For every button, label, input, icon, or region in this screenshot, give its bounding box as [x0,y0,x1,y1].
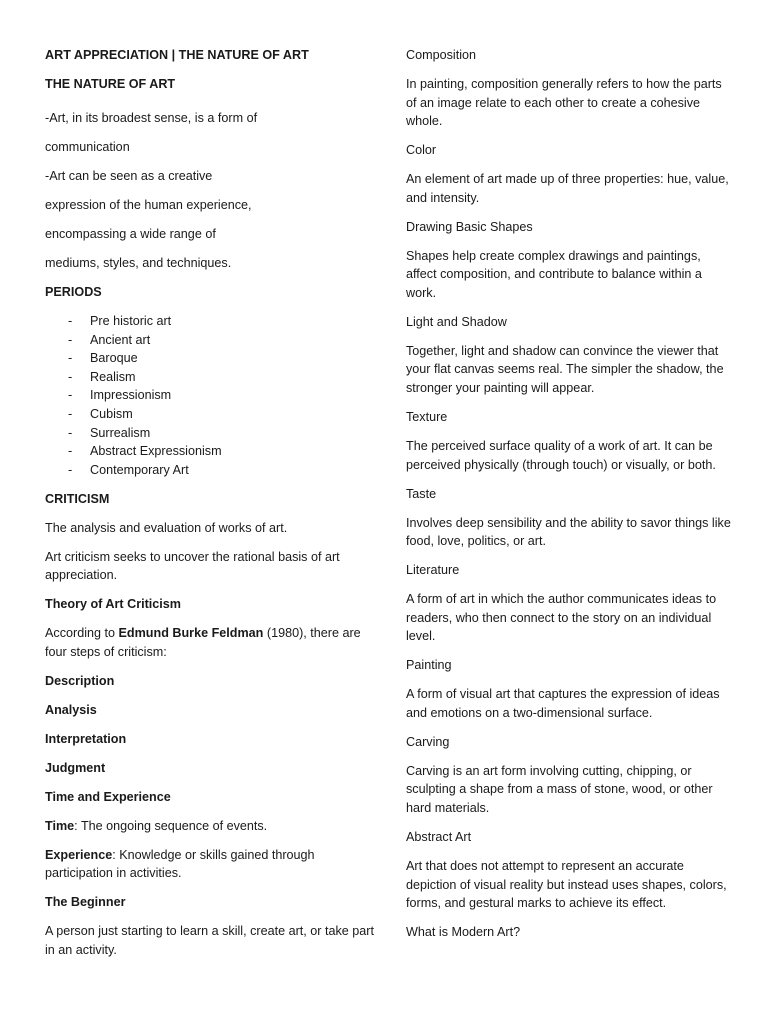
intro-line: communication [45,139,130,154]
author-name: Edmund Burke Feldman [118,626,264,641]
period-label: Contemporary Art [90,462,189,477]
term-definition: Together, light and shadow can convince the viewer that your flat canvas seems real. The simpler the shadow, the stronger your painting will appear. [406,343,724,396]
bullet-dash: - [68,313,73,328]
term-experience: Experience [45,847,113,862]
term-heading-light-and-shadow: Light and Shadow [406,314,507,329]
term-heading-literature: Literature [406,563,460,578]
period-label: Ancient art [90,332,151,347]
term-heading-painting: Painting [406,658,452,673]
term-definition: The perceived surface quality of a work of art. It can be perceived physically (through touch) or visually, or both. [406,439,716,472]
step-analysis: Analysis [45,702,97,717]
criticism-paragraph: Art criticism seeks to uncover the rational basis of art appreciation. [45,549,340,583]
step-description: Description [45,673,115,688]
step-judgment: Judgment [45,760,106,775]
section-heading-time-experience: Time and Experience [45,789,171,804]
bullet-dash: - [68,425,73,440]
term-definition: Shapes help create complex drawings and paintings, affect composition, and contribute to balance within a work. [406,248,702,300]
section-heading-nature-of-art: THE NATURE OF ART [45,76,176,91]
term-definition: An element of art made up of three properties: hue, value, and intensity. [406,172,729,205]
according-suffix: (1980), there are four steps of criticism: [45,626,361,659]
intro-line: encompassing a wide range of [45,226,216,241]
intro-paragraph [45,104,375,278]
term-time: Time [45,818,75,833]
document-title: ART APPRECIATION | THE NATURE OF ART [45,48,309,62]
intro-line: mediums, styles, and techniques. [45,255,232,270]
intro-line: expression of the human experience, [45,197,252,212]
according-prefix: According to [45,626,119,641]
period-label: Pre historic art [90,313,172,328]
period-label: Surrealism [90,425,151,440]
experience-text: : Knowledge or skills gained through participation in activities. [45,847,315,881]
list-item [45,368,375,387]
term-heading-taste: Taste [406,486,437,501]
right-column [406,46,731,952]
list-item [45,349,375,368]
bullet-dash: - [68,332,73,347]
criticism-definition: The analysis and evaluation of works of art. [45,520,288,535]
according-paragraph [45,624,375,661]
term-heading-drawing-basic-shapes: Drawing Basic Shapes [406,219,533,234]
list-item [45,331,375,350]
step-interpretation: Interpretation [45,731,127,746]
bullet-dash: - [68,406,73,421]
term-heading-composition: Composition [406,48,476,62]
term-definition: A form of visual art that captures the expression of ideas and emotions on a two-dimensional surface. [406,687,720,720]
term-heading-carving: Carving [406,734,450,749]
bullet-dash: - [68,462,73,477]
section-heading-beginner: The Beginner [45,895,126,910]
time-definition [45,817,375,836]
term-definition: Carving is an art form involving cutting, chipping, or sculpting a shape from a mass of stone, wood, or other hard materials. [406,763,713,816]
section-heading-criticism: CRITICISM [45,491,110,506]
intro-line: -Art can be seen as a creative [45,168,213,183]
period-label: Baroque [90,351,138,366]
term-heading-color: Color [406,143,437,158]
term-definition: Art that does not attempt to represent an accurate depiction of visual reality but instead uses shapes, colors, forms, and gestural marks to achieve its effect. [406,859,727,911]
time-text: : The ongoing sequence of events. [74,818,268,833]
periods-list [45,312,375,479]
term-definition: In painting, composition generally refers to how the parts of an image relate to each other to create a cohesive whole. [406,76,722,129]
intro-line: -Art, in its broadest sense, is a form of [45,110,258,125]
bullet-dash: - [68,444,73,459]
left-column [45,46,375,970]
list-item [45,386,375,405]
list-item [45,405,375,424]
section-heading-periods: PERIODS [45,284,102,299]
section-heading-theory: Theory of Art Criticism [45,597,181,612]
period-label: Realism [90,369,136,384]
term-definition: A form of art in which the author communicates ideas to readers, who then connect to the story on an individual level. [406,592,717,644]
period-label: Impressionism [90,388,172,403]
bullet-dash: - [68,388,73,403]
term-definition: Involves deep sensibility and the ability to savor things like food, love, politics, or art. [406,515,731,549]
list-item [45,461,375,480]
bullet-dash: - [68,369,73,384]
list-item [45,442,375,461]
term-heading-texture: Texture [406,410,448,425]
closing-question: What is Modern Art? [406,925,521,940]
bullet-dash: - [68,351,73,366]
period-label: Cubism [90,406,133,421]
beginner-definition: A person just starting to learn a skill, create art, or take part in an activity. [45,924,374,957]
experience-definition [45,846,375,883]
list-item [45,312,375,331]
term-heading-abstract-art: Abstract Art [406,830,472,845]
list-item [45,424,375,443]
period-label: Abstract Expressionism [90,444,222,459]
